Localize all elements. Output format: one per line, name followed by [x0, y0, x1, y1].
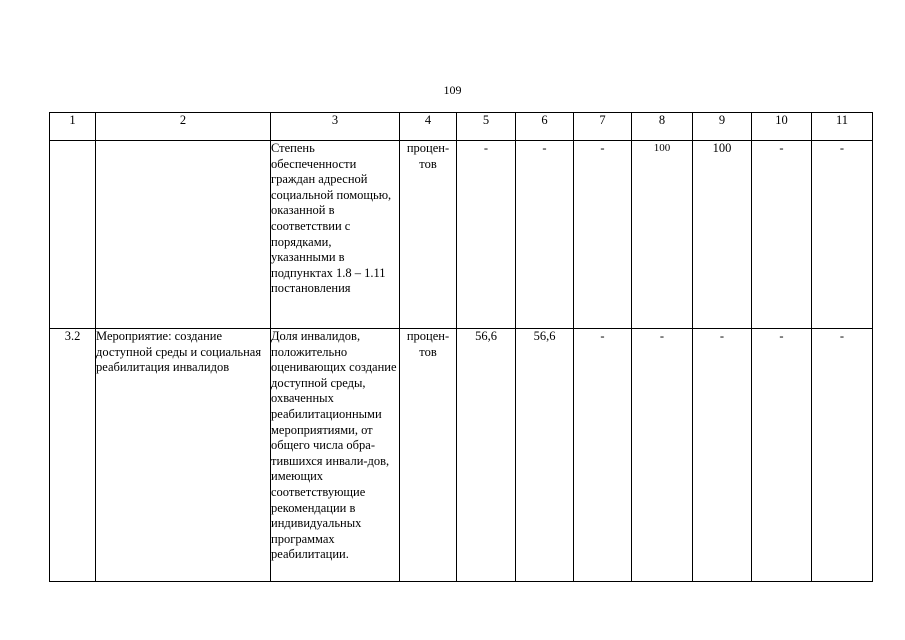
column-header: 4 [400, 113, 457, 141]
activity-name-cell [96, 141, 271, 329]
column-header: 11 [812, 113, 873, 141]
column-header: 8 [632, 113, 693, 141]
value-cell: 100 [693, 141, 752, 329]
indicator-cell: Степень обеспеченности граждан адресной социальной помощью, оказанной в соответствии с порядками, указанными в подпунктах 1.8 – 1.11 постановления [271, 141, 400, 329]
table-row [50, 141, 873, 329]
column-header: 3 [271, 113, 400, 141]
column-header: 2 [96, 113, 271, 141]
header-row [50, 113, 873, 141]
indicator-cell: Доля инвалидов, положительно оценивающих создание доступной среды, охваченных реабилитационными мероприятиями, от общего числа обра-тившихся инвали-дов, имеющих соответствующие рекомендации в индивидуальных программах реабилитации. [271, 329, 400, 582]
value-cell: 100 [632, 141, 693, 329]
page-number: 109 [443, 83, 462, 97]
value-cell: 56,6 [457, 329, 516, 582]
value-cell: - [574, 329, 632, 582]
activity-name-cell: Мероприятие: создание доступной среды и социальная реабилитация инвалидов [96, 329, 271, 582]
table-row [50, 329, 873, 582]
column-header: 5 [457, 113, 516, 141]
column-header: 7 [574, 113, 632, 141]
value-cell: - [752, 141, 812, 329]
unit-cell: процен-тов [400, 141, 457, 329]
value-cell: 56,6 [516, 329, 574, 582]
column-header: 10 [752, 113, 812, 141]
program-indicators-table [49, 112, 873, 582]
unit-cell: процен-тов [400, 329, 457, 582]
value-cell: - [693, 329, 752, 582]
value-cell: - [812, 141, 873, 329]
value-cell: - [812, 329, 873, 582]
column-header: 6 [516, 113, 574, 141]
value-cell: - [574, 141, 632, 329]
row-number-cell: 3.2 [50, 329, 96, 582]
value-cell: - [457, 141, 516, 329]
column-header: 1 [50, 113, 96, 141]
value-cell: - [516, 141, 574, 329]
row-number-cell [50, 141, 96, 329]
value-cell: - [632, 329, 693, 582]
value-cell: - [752, 329, 812, 582]
column-header: 9 [693, 113, 752, 141]
